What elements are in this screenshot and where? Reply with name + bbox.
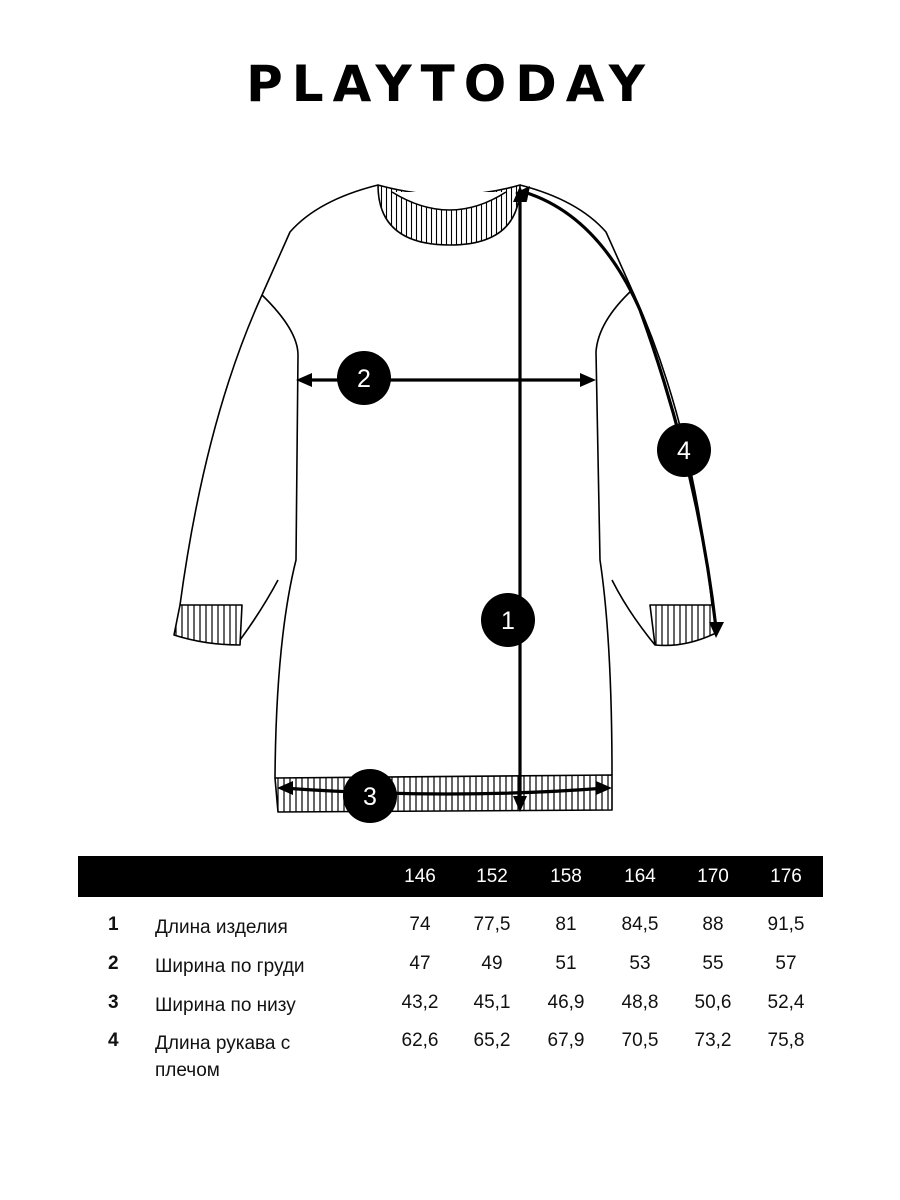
value-164: 70,5 [621, 1030, 659, 1051]
svg-text:4: 4 [677, 437, 691, 465]
value-170: 73,2 [694, 1030, 732, 1051]
value-164: 48,8 [621, 992, 659, 1013]
row-label: Ширина по низу [155, 995, 296, 1016]
size-146: 146 [404, 866, 436, 887]
value-176: 91,5 [767, 914, 805, 935]
value-146: 62,6 [401, 1030, 439, 1051]
value-158: 46,9 [547, 992, 585, 1013]
value-164: 53 [629, 953, 651, 974]
size-176: 176 [770, 866, 802, 887]
row-label: Длина рукава с плечом [155, 1033, 291, 1081]
row-label: Ширина по груди [155, 956, 305, 977]
svg-text:1: 1 [501, 607, 515, 635]
value-176: 57 [775, 953, 797, 974]
size-152: 152 [476, 866, 508, 887]
sleeve-line [524, 192, 716, 628]
size-header-row [78, 856, 823, 897]
measurement-lines [277, 186, 724, 812]
value-152: 45,1 [473, 992, 511, 1013]
value-176: 52,4 [767, 992, 805, 1013]
value-170: 50,6 [694, 992, 732, 1013]
size-158: 158 [550, 866, 582, 887]
value-152: 65,2 [473, 1030, 511, 1051]
value-170: 55 [702, 953, 724, 974]
marker-4 [657, 423, 711, 477]
value-158: 81 [555, 914, 577, 935]
garment-outline [174, 185, 718, 812]
size-164: 164 [624, 866, 656, 887]
body-left-side [275, 355, 298, 778]
body-right-side [596, 352, 612, 775]
row-number: 4 [108, 1030, 119, 1051]
value-176: 75,8 [767, 1030, 805, 1051]
value-158: 51 [555, 953, 577, 974]
marker-1 [481, 593, 535, 647]
garment-measurement-diagram [0, 150, 900, 840]
brand-logo: PLAYTODAY [246, 55, 654, 113]
marker-3 [343, 769, 397, 823]
value-152: 77,5 [473, 914, 511, 935]
value-146: 47 [409, 953, 431, 974]
marker-2 [337, 351, 391, 405]
value-158: 67,9 [547, 1030, 585, 1051]
value-152: 49 [481, 953, 503, 974]
svg-text:2: 2 [357, 365, 371, 393]
value-170: 88 [702, 914, 724, 935]
size-170: 170 [697, 866, 729, 887]
right-cuff [650, 605, 718, 645]
row-label: Длина изделия [155, 917, 288, 938]
svg-text:3: 3 [363, 783, 377, 811]
row-number: 1 [108, 914, 119, 935]
row-number: 2 [108, 953, 119, 974]
value-164: 84,5 [621, 914, 659, 935]
value-146: 74 [409, 914, 431, 935]
row-number: 3 [108, 992, 119, 1013]
left-cuff [174, 605, 242, 645]
left-sleeve [180, 295, 298, 640]
value-146: 43,2 [401, 992, 439, 1013]
